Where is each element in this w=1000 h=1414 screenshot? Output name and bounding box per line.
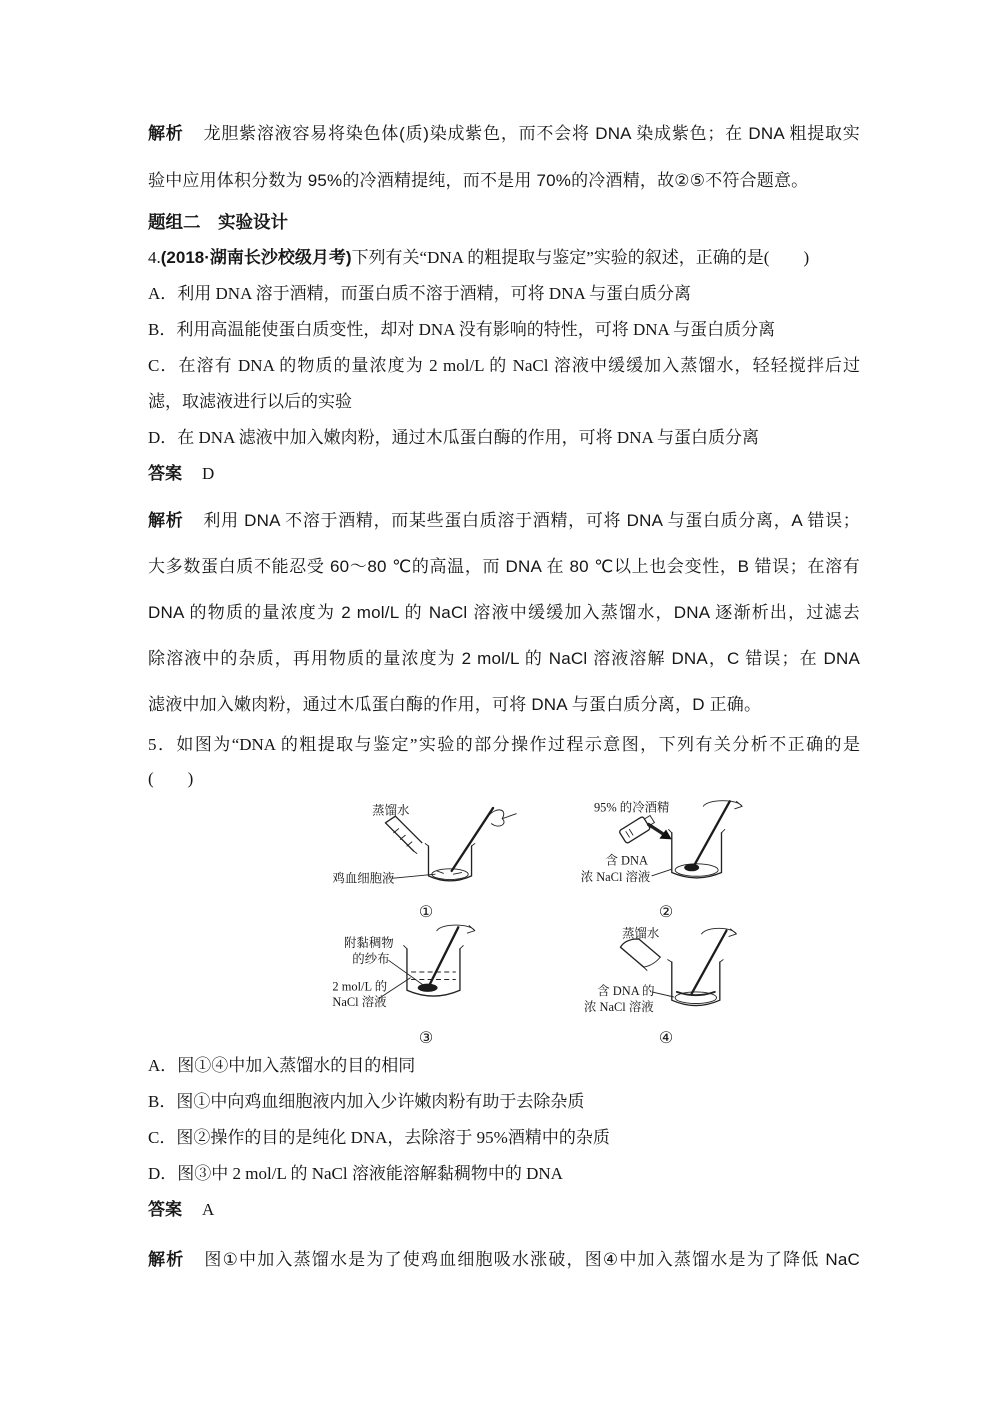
beaker-diagram-1 [325, 798, 527, 904]
question-5-option-a: A．图①④中加入蒸馏水的目的相同 [148, 1056, 416, 1075]
question-4-answer [148, 456, 860, 492]
question-4-source: (2018·湖南长沙校级月考) [160, 248, 352, 267]
stirring-rod-icon [428, 925, 474, 987]
q4-analysis-line-3: DNA 的物质的量浓度为 2 mol/L 的 NaCl 溶液中缓缓加入蒸馏水，DNA 逐渐析出，过滤去 [148, 603, 860, 622]
q3-analysis-line-2: 验中应用体积分数为 95%的冷酒精提纯，而不是用 70%的冷酒精，故②⑤不符合题意。 [148, 171, 809, 190]
gauze-icon [418, 984, 438, 992]
panel2-top-label: 95% 的冷酒精 [593, 800, 670, 815]
answer-label: 答案 [148, 1200, 182, 1219]
analysis-text: 利用 DNA 不溶于酒精，而某些蛋白质溶于酒精，可将 DNA 与蛋白质分离，A 错误； [203, 511, 861, 530]
graduated-cylinder-icon [385, 816, 421, 853]
pour-arrow-icon [649, 825, 672, 840]
figure-panel-3 [320, 924, 532, 1048]
answer-label: 答案 [148, 464, 182, 483]
experiment-figure [320, 798, 860, 1048]
pouring-cup-icon [620, 939, 660, 970]
label-pointer-line [652, 992, 674, 997]
q5-analysis-line-1 [148, 1236, 860, 1283]
answer-value: A [202, 1200, 215, 1219]
figure-panel-4 [560, 924, 772, 1048]
question-5-answer [148, 1192, 860, 1228]
panel-number: ② [658, 904, 674, 921]
q4-analysis-line-5: 滤液中加入嫩肉粉，通过木瓜蛋白酶的作用，可将 DNA 与蛋白质分离，D 正确。 [148, 695, 762, 714]
beaker-icon [668, 960, 723, 1006]
beaker-icon [404, 946, 464, 997]
stirring-rod-icon [693, 801, 743, 869]
panel3-label-3: 2 mol/L 的 [332, 979, 388, 994]
analysis-text: 龙胆紫溶液容易将染色体(质)染成紫色，而不会将 DNA 染成紫色；在 DNA 粗提取实 [203, 124, 860, 143]
beaker-diagram-3 [325, 924, 527, 1030]
alcohol-bottle-icon [619, 813, 656, 844]
label-pointer-line [389, 960, 424, 985]
q4-analysis-line-4: 除溶液中的杂质，再用物质的量浓度为 2 mol/L 的 NaCl 溶液溶解 DNA，C 错误；在 DNA [148, 649, 860, 668]
panel2-left-label-1: 含 DNA [605, 853, 648, 868]
answer-value: D [202, 464, 215, 483]
question-4-number: 4. [148, 248, 161, 267]
page-content [148, 110, 860, 1283]
question-5-option-b: B．图①中向鸡血细胞液内加入少许嫩肉粉有助于去除杂质 [148, 1092, 585, 1111]
analysis-label: 解析 [148, 511, 184, 530]
analysis-label: 解析 [148, 124, 184, 143]
question-4-option-a: A．利用 DNA 溶于酒精，而蛋白质不溶于酒精，可将 DNA 与蛋白质分离 [148, 284, 692, 303]
question-5-stem-line-1: 5．如图为“DNA 的粗提取与鉴定”实验的部分操作过程示意图，下列有关分析不正确的是 [148, 735, 860, 754]
panel3-label-2: 的纱布 [352, 951, 390, 966]
panel3-label-1: 附黏稠物 [344, 936, 394, 951]
beaker-icon [425, 844, 475, 881]
beaker-diagram-4 [565, 924, 767, 1030]
stirring-rod-icon [452, 808, 517, 871]
question-4-stem [148, 240, 860, 276]
label-pointer-line [652, 869, 672, 876]
panel4-left-label-2: 浓 NaCl 溶液 [584, 999, 654, 1014]
panel-number: ① [418, 904, 434, 921]
panel-number: ③ [418, 1030, 434, 1047]
question-5-option-c: C．图②操作的目的是纯化 DNA，去除溶于 95%酒精中的杂质 [148, 1128, 610, 1147]
question-4-option-c-line-2: 滤，取滤液进行以后的实验 [148, 392, 352, 411]
q3-analysis-line-1 [148, 110, 860, 157]
analysis-label: 解析 [148, 1250, 185, 1269]
panel-number: ④ [658, 1030, 674, 1047]
panel4-top-label: 蒸馏水 [622, 926, 660, 941]
question-4-stem-text: 下列有关“DNA 的粗提取与鉴定”实验的叙述，正确的是( ) [351, 248, 810, 267]
figure-panel-1 [320, 798, 532, 922]
question-4-option-c-line-1: C．在溶有 DNA 的物质的量浓度为 2 mol/L 的 NaCl 溶液中缓缓加入蒸馏水，轻轻搅拌后过 [148, 356, 860, 375]
panel1-left-label: 鸡血细胞液 [332, 871, 395, 886]
panel3-label-4: NaCl 溶液 [332, 994, 387, 1009]
q4-analysis-line-1 [148, 498, 860, 544]
panel1-top-label: 蒸馏水 [372, 803, 410, 818]
figure-panel-2 [560, 798, 772, 922]
question-4-option-b: B．利用高温能使蛋白质变性，却对 DNA 没有影响的特性，可将 DNA 与蛋白质分离 [148, 320, 776, 339]
panel2-left-label-2: 浓 NaCl 溶液 [580, 869, 651, 884]
stirring-rod-icon [692, 928, 737, 993]
beaker-diagram-2 [565, 798, 767, 904]
panel4-left-label-1: 含 DNA 的 [597, 984, 655, 999]
question-group-header: 题组二 实验设计 [148, 212, 288, 232]
q4-analysis-line-2: 大多数蛋白质不能忍受 60～80 ℃的高温，而 DNA 在 80 ℃以上也会变性，B 错误；在溶有 [148, 557, 860, 576]
question-4-option-d: D．在 DNA 滤液中加入嫩肉粉，通过木瓜蛋白酶的作用，可将 DNA 与蛋白质分离 [148, 428, 760, 447]
question-5-stem-line-2: ( ) [148, 769, 194, 788]
analysis-text: 图①中加入蒸馏水是为了使鸡血细胞吸水涨破，图④中加入蒸馏水是为了降低 NaC [204, 1250, 860, 1269]
question-5-option-d: D．图③中 2 mol/L 的 NaCl 溶液能溶解黏稠物中的 DNA [148, 1164, 563, 1183]
beaker-icon [668, 829, 724, 877]
